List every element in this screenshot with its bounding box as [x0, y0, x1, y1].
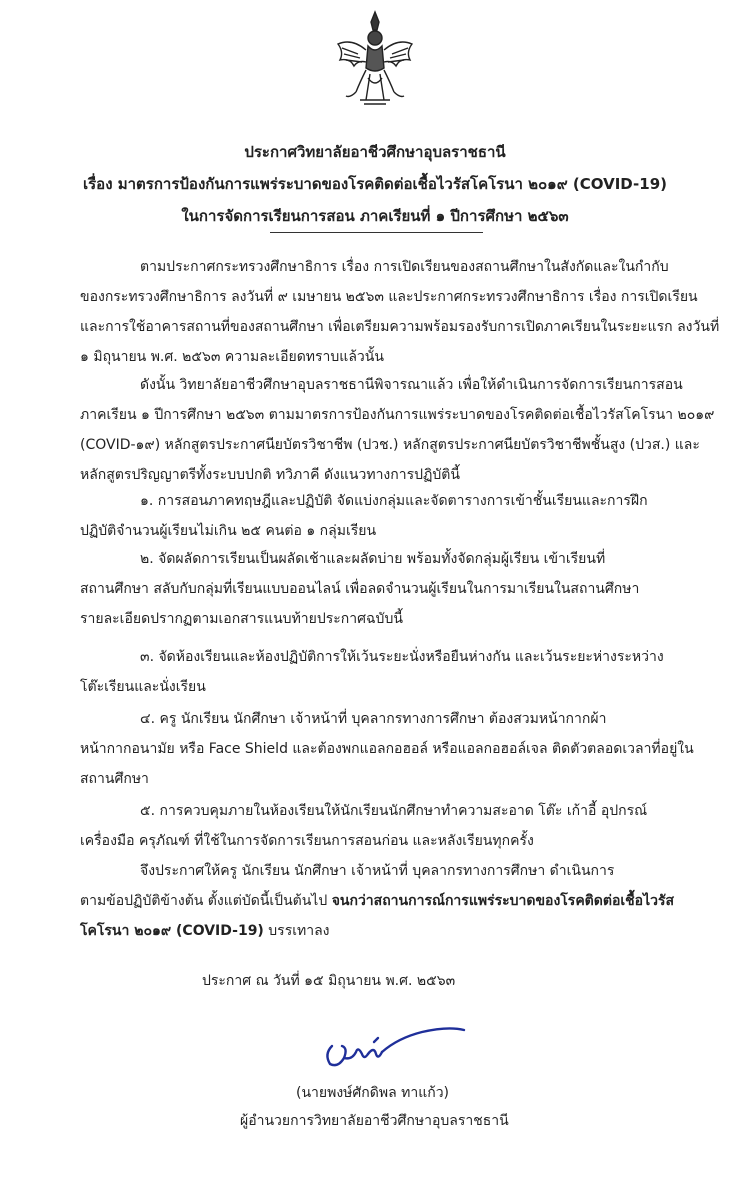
paragraph-line: ภาคเรียน ๑ ปีการศึกษา ๒๕๖๓ ตามมาตรการป้องกันการแพร่ระบาดของโรคติดต่อเชื้อไวรัสโคโรนา ๒๐๑๙: [80, 407, 715, 423]
measure-item-2: [80, 544, 680, 634]
closing-normal-text: ตามข้อปฏิบัติข้างต้น ตั้งแต่บัดนี้เป็นต้นไป: [80, 893, 332, 909]
paragraph-line: สถานศึกษา สลับกับกลุ่มที่เรียนแบบออนไลน์ เพื่อลดจำนวนผู้เรียนในการมาเรียนในสถานศึกษา: [80, 581, 640, 597]
paragraph-reference: [80, 252, 720, 372]
paragraph-line: ๑. การสอนภาคทฤษฎีและปฏิบัติ จัดแบ่งกลุ่มและจัดตารางการเข้าชั้นเรียนและการฝึก: [140, 493, 648, 509]
paragraph-line: ๕. การควบคุมภายในห้องเรียนให้นักเรียนนักศึกษาทำความสะอาด โต๊ะ เก้าอี้ อุปกรณ์: [140, 803, 648, 819]
paragraph-decision: [80, 370, 715, 490]
paragraph-line: หลักสูตรปริญญาตรีทั้งระบบปกติ ทวิภาคี ดังแนวทางการปฏิบัตินี้: [80, 467, 460, 483]
title-underline: [270, 232, 483, 233]
measure-item-5: [80, 796, 680, 856]
paragraph-line: ดังนั้น วิทยาลัยอาชีวศึกษาอุบลราชธานีพิจารณาแล้ว เพื่อให้ดำเนินการจัดการเรียนการสอน: [140, 377, 683, 393]
paragraph-line: จึงประกาศให้ครู นักเรียน นักศึกษา เจ้าหน้าที่ บุคลากรทางการศึกษา ดำเนินการ: [140, 863, 615, 879]
announcement-scope: ในการจัดการเรียนการสอน ภาคเรียนที่ ๑ ปีการศึกษา ๒๕๖๓: [181, 207, 569, 225]
paragraph-line: ๑ มิถุนายน พ.ศ. ๒๕๖๓ ความละเอียดทราบแล้วนั้น: [80, 349, 384, 365]
announcement-subject: เรื่อง มาตรการป้องกันการแพร่ระบาดของโรคติดต่อเชื้อไวรัสโคโรนา ๒๐๑๙ (COVID-19): [83, 175, 667, 193]
paragraph-line: ตามประกาศกระทรวงศึกษาธิการ เรื่อง การเปิดเรียนของสถานศึกษาในสังกัดและในกำกับ: [140, 259, 669, 275]
paragraph-closing: [80, 856, 680, 946]
paragraph-line: ๔. ครู นักเรียน นักศึกษา เจ้าหน้าที่ บุคลากรทางการศึกษา ต้องสวมหน้ากากผ้า: [140, 711, 607, 727]
closing-bold-text: โคโรนา ๒๐๑๙ (COVID-19): [80, 923, 264, 939]
signer-name: (นายพงษ์ศักดิพล ทาแก้ว): [296, 1085, 450, 1101]
measure-item-1: [80, 486, 680, 546]
paragraph-line: เครื่องมือ ครุภัณฑ์ ที่ใช้ในการจัดการเรียนการสอนก่อน และหลังเรียนทุกครั้ง: [80, 833, 534, 849]
signer-title: ผู้อำนวยการวิทยาลัยอาชีวศึกษาอุบลราชธานี: [240, 1113, 509, 1129]
paragraph-line: ของกระทรวงศึกษาธิการ ลงวันที่ ๙ เมษายน ๒๕๖๓ และประกาศกระทรวงศึกษาธิการ เรื่อง การเปิดเรียน: [80, 289, 698, 305]
paragraph-line: รายละเอียดปรากฏตามเอกสารแนบท้ายประกาศฉบับนี้: [80, 611, 403, 627]
paragraph-line: [80, 916, 680, 946]
paragraph-line: ๓. จัดห้องเรียนและห้องปฏิบัติการให้เว้นระยะนั่งหรือยืนห่างกัน และเว้นระยะห่างระหว่าง: [140, 649, 664, 665]
closing-normal-text: บรรเทาลง: [263, 923, 330, 939]
garuda-emblem-icon: [332, 8, 418, 112]
measure-item-4: [80, 704, 694, 794]
paragraph-line: ปฏิบัติจำนวนผู้เรียนไม่เกิน ๒๕ คนต่อ ๑ กลุ่มเรียน: [80, 523, 377, 539]
paragraph-line: และการใช้อาคารสถานที่ของสถานศึกษา เพื่อเตรียมความพร้อมรองรับการเปิดภาคเรียนในระยะแรก ลงวันที่: [80, 319, 720, 335]
paragraph-line: ๒. จัดผลัดการเรียนเป็นผลัดเช้าและผลัดบ่าย พร้อมทั้งจัดกลุ่มผู้เรียน เข้าเรียนที่: [140, 551, 606, 567]
paragraph-line: โต๊ะเรียนและนั่งเรียน: [80, 679, 206, 695]
paragraph-line: (COVID-๑๙) หลักสูตรประกาศนียบัตรวิชาชีพ (ปวช.) หลักสูตรประกาศนียบัตรวิชาชีพชั้นสูง (ปวส.) และ: [80, 437, 700, 453]
paragraph-line: สถานศึกษา: [80, 771, 149, 787]
paragraph-line: หน้ากากอนามัย หรือ Face Shield และต้องพกแอลกอฮอล์ หรือแอลกอฮอล์เจล ติดตัวตลอดเวลาที่อยู่ใน: [80, 741, 694, 757]
announcement-date: ประกาศ ณ วันที่ ๑๕ มิถุนายน พ.ศ. ๒๕๖๓: [202, 973, 456, 989]
announcement-title: ประกาศวิทยาลัยอาชีวศึกษาอุบลราชธานี: [244, 143, 506, 161]
closing-bold-text: จนกว่าสถานการณ์การแพร่ระบาดของโรคติดต่อเชื้อไวรัส: [331, 893, 675, 909]
handwritten-signature: [318, 1024, 468, 1072]
measure-item-3: [80, 642, 680, 702]
paragraph-line: [80, 886, 680, 916]
